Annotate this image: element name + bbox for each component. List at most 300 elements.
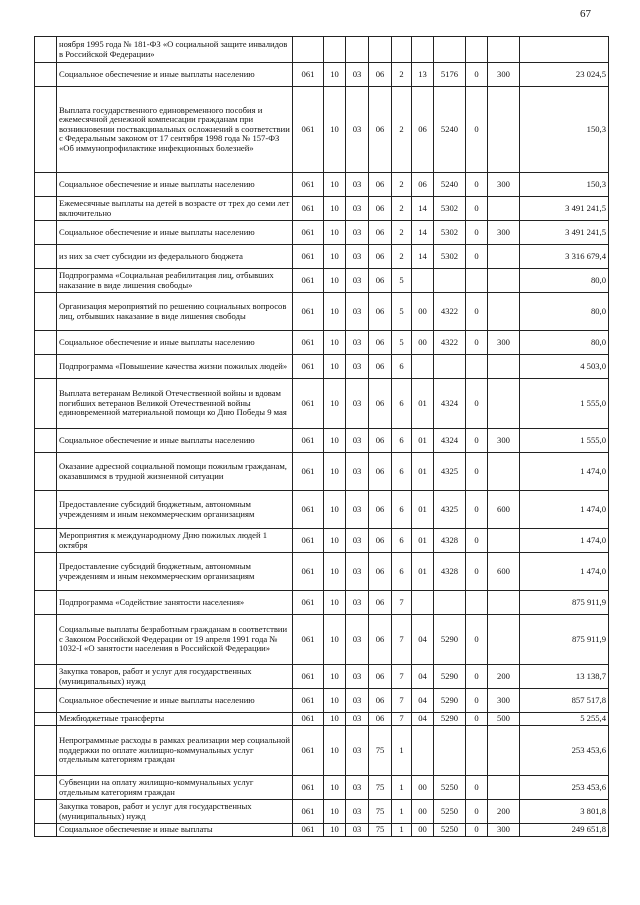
code-cell-main: 00: [412, 293, 434, 331]
code-cell-pr: 03: [346, 665, 369, 689]
code-cell-el: 0: [466, 87, 488, 173]
table-row: [35, 221, 609, 245]
code-cell-main: [412, 37, 434, 63]
code-cell-sub: 6: [392, 553, 412, 591]
amount-cell: 1 555,0: [520, 379, 609, 429]
code-cell-el: 0: [466, 824, 488, 837]
code-cell-vr: 300: [488, 221, 520, 245]
table-row: [35, 800, 609, 824]
code-cell-prog: 75: [369, 824, 392, 837]
code-cell-el: 0: [466, 173, 488, 197]
row-marker-cell: [35, 591, 57, 615]
code-cell-vr: 200: [488, 800, 520, 824]
code-cell-dir: [434, 591, 466, 615]
row-marker-cell: [35, 37, 57, 63]
code-cell-sub: 2: [392, 87, 412, 173]
code-cell-dir: 5176: [434, 63, 466, 87]
code-cell-dir: 5290: [434, 615, 466, 665]
row-marker-cell: [35, 665, 57, 689]
page-number: 67: [580, 8, 591, 20]
expense-name-cell: Социальное обеспечение и иные выплаты: [57, 824, 293, 837]
code-cell-grbs: 061: [293, 713, 324, 726]
code-cell-prog: [369, 37, 392, 63]
code-cell-pr: 03: [346, 615, 369, 665]
code-cell-main: [412, 269, 434, 293]
code-cell-pr: 03: [346, 529, 369, 553]
code-cell-rz: 10: [324, 173, 346, 197]
expense-name-cell: Межбюджетные трансферты: [57, 713, 293, 726]
row-marker-cell: [35, 245, 57, 269]
code-cell-sub: [392, 37, 412, 63]
code-cell-dir: 5240: [434, 173, 466, 197]
code-cell-rz: 10: [324, 665, 346, 689]
code-cell-rz: 10: [324, 689, 346, 713]
code-cell-el: 0: [466, 553, 488, 591]
row-marker-cell: [35, 491, 57, 529]
code-cell-el: 0: [466, 665, 488, 689]
code-cell-dir: 4325: [434, 453, 466, 491]
table-row: [35, 824, 609, 837]
code-cell-main: 00: [412, 800, 434, 824]
amount-cell: 4 503,0: [520, 355, 609, 379]
row-marker-cell: [35, 529, 57, 553]
code-cell-rz: 10: [324, 553, 346, 591]
code-cell-dir: 5250: [434, 800, 466, 824]
code-cell-dir: 5240: [434, 87, 466, 173]
code-cell-sub: 7: [392, 591, 412, 615]
expense-name-cell: Социальное обеспечение и иные выплаты населению: [57, 173, 293, 197]
code-cell-prog: 06: [369, 245, 392, 269]
code-cell-dir: 5250: [434, 776, 466, 800]
amount-cell: 80,0: [520, 293, 609, 331]
code-cell-dir: [434, 726, 466, 776]
code-cell-sub: 2: [392, 221, 412, 245]
code-cell-main: 14: [412, 197, 434, 221]
code-cell-el: 0: [466, 197, 488, 221]
code-cell-grbs: 061: [293, 269, 324, 293]
code-cell-prog: 06: [369, 331, 392, 355]
code-cell-sub: 6: [392, 355, 412, 379]
table-row: [35, 293, 609, 331]
code-cell-pr: 03: [346, 245, 369, 269]
code-cell-pr: 03: [346, 800, 369, 824]
code-cell-prog: 06: [369, 269, 392, 293]
code-cell-prog: 06: [369, 553, 392, 591]
code-cell-vr: [488, 355, 520, 379]
code-cell-dir: 5290: [434, 713, 466, 726]
code-cell-rz: 10: [324, 355, 346, 379]
amount-cell: 1 474,0: [520, 453, 609, 491]
row-marker-cell: [35, 824, 57, 837]
amount-cell: 3 801,8: [520, 800, 609, 824]
code-cell-prog: 06: [369, 221, 392, 245]
code-cell-pr: 03: [346, 726, 369, 776]
expense-name-cell: Предоставление субсидий бюджетным, автономным учреждениям и иным некоммерческим организациям: [57, 491, 293, 529]
code-cell-main: [412, 726, 434, 776]
code-cell-grbs: 061: [293, 87, 324, 173]
expense-name-cell: Социальное обеспечение и иные выплаты населению: [57, 331, 293, 355]
code-cell-pr: 03: [346, 269, 369, 293]
code-cell-pr: 03: [346, 553, 369, 591]
code-cell-rz: 10: [324, 293, 346, 331]
code-cell-vr: 300: [488, 63, 520, 87]
expense-name-cell: Подпрограмма «Социальная реабилитация лиц, отбывших наказание в виде лишения свободы»: [57, 269, 293, 293]
code-cell-prog: 06: [369, 453, 392, 491]
table-row: [35, 87, 609, 173]
amount-cell: 23 024,5: [520, 63, 609, 87]
code-cell-grbs: [293, 37, 324, 63]
table-row: [35, 197, 609, 221]
expense-name-cell: Выплата ветеранам Великой Отечественной войны и вдовам погибших ветеранов Великой Отечественной войны единовременной материальной помощи ко Дню Победы 9 мая: [57, 379, 293, 429]
code-cell-dir: 4328: [434, 529, 466, 553]
code-cell-grbs: 061: [293, 245, 324, 269]
code-cell-rz: 10: [324, 800, 346, 824]
code-cell-rz: 10: [324, 221, 346, 245]
table-row: [35, 63, 609, 87]
code-cell-pr: 03: [346, 221, 369, 245]
code-cell-pr: 03: [346, 776, 369, 800]
code-cell-grbs: 061: [293, 221, 324, 245]
code-cell-main: 01: [412, 553, 434, 591]
table-row: [35, 429, 609, 453]
amount-cell: 1 474,0: [520, 491, 609, 529]
code-cell-vr: [488, 453, 520, 491]
row-marker-cell: [35, 63, 57, 87]
code-cell-el: 0: [466, 221, 488, 245]
amount-cell: 3 316 679,4: [520, 245, 609, 269]
code-cell-prog: 75: [369, 726, 392, 776]
code-cell-rz: 10: [324, 63, 346, 87]
code-cell-rz: 10: [324, 453, 346, 491]
table-row: [35, 529, 609, 553]
code-cell-main: 00: [412, 331, 434, 355]
code-cell-rz: 10: [324, 591, 346, 615]
code-cell-grbs: 061: [293, 379, 324, 429]
code-cell-sub: 6: [392, 529, 412, 553]
code-cell-el: 0: [466, 331, 488, 355]
code-cell-vr: [488, 37, 520, 63]
code-cell-grbs: 061: [293, 197, 324, 221]
amount-cell: 1 474,0: [520, 529, 609, 553]
amount-cell: [520, 37, 609, 63]
amount-cell: 3 491 241,5: [520, 221, 609, 245]
code-cell-vr: [488, 379, 520, 429]
amount-cell: 150,3: [520, 87, 609, 173]
code-cell-rz: 10: [324, 713, 346, 726]
row-marker-cell: [35, 87, 57, 173]
code-cell-vr: 300: [488, 173, 520, 197]
amount-cell: 5 255,4: [520, 713, 609, 726]
code-cell-dir: 4322: [434, 331, 466, 355]
code-cell-pr: 03: [346, 355, 369, 379]
code-cell-el: [466, 355, 488, 379]
code-cell-rz: 10: [324, 491, 346, 529]
row-marker-cell: [35, 379, 57, 429]
code-cell-main: 04: [412, 713, 434, 726]
code-cell-grbs: 061: [293, 173, 324, 197]
amount-cell: 253 453,6: [520, 776, 609, 800]
code-cell-grbs: 061: [293, 591, 324, 615]
code-cell-el: 0: [466, 379, 488, 429]
code-cell-rz: 10: [324, 269, 346, 293]
code-cell-pr: 03: [346, 453, 369, 491]
row-marker-cell: [35, 173, 57, 197]
code-cell-prog: 06: [369, 379, 392, 429]
code-cell-vr: 600: [488, 553, 520, 591]
code-cell-dir: 5250: [434, 824, 466, 837]
code-cell-main: 14: [412, 245, 434, 269]
row-marker-cell: [35, 689, 57, 713]
code-cell-el: 0: [466, 453, 488, 491]
expense-name-cell: Социальное обеспечение и иные выплаты населению: [57, 429, 293, 453]
code-cell-sub: 5: [392, 331, 412, 355]
amount-cell: 249 651,8: [520, 824, 609, 837]
code-cell-sub: 6: [392, 379, 412, 429]
code-cell-vr: 300: [488, 689, 520, 713]
code-cell-main: 04: [412, 615, 434, 665]
code-cell-el: 0: [466, 713, 488, 726]
table-row: [35, 355, 609, 379]
code-cell-sub: 1: [392, 800, 412, 824]
code-cell-main: 04: [412, 665, 434, 689]
code-cell-prog: 06: [369, 429, 392, 453]
code-cell-rz: 10: [324, 615, 346, 665]
code-cell-dir: [434, 37, 466, 63]
row-marker-cell: [35, 429, 57, 453]
code-cell-prog: 75: [369, 776, 392, 800]
code-cell-prog: 06: [369, 615, 392, 665]
table-row: [35, 689, 609, 713]
expense-name-cell: Закупка товаров, работ и услуг для государственных (муниципальных) нужд: [57, 665, 293, 689]
code-cell-prog: 06: [369, 173, 392, 197]
code-cell-grbs: 061: [293, 355, 324, 379]
code-cell-vr: [488, 269, 520, 293]
code-cell-pr: 03: [346, 491, 369, 529]
code-cell-main: [412, 355, 434, 379]
code-cell-dir: 5290: [434, 689, 466, 713]
amount-cell: 1 474,0: [520, 553, 609, 591]
code-cell-dir: 4324: [434, 379, 466, 429]
code-cell-grbs: 061: [293, 63, 324, 87]
table-row: [35, 713, 609, 726]
code-cell-rz: 10: [324, 726, 346, 776]
budget-table: [34, 36, 609, 837]
code-cell-vr: 200: [488, 665, 520, 689]
code-cell-prog: 06: [369, 529, 392, 553]
expense-name-cell: Непрограммные расходы в рамках реализации мер социальной поддержки по оплате жилищно-коммунальных услуг отдельным категориям граждан: [57, 726, 293, 776]
code-cell-el: 0: [466, 776, 488, 800]
code-cell-dir: 4328: [434, 553, 466, 591]
code-cell-grbs: 061: [293, 491, 324, 529]
code-cell-main: 01: [412, 491, 434, 529]
code-cell-vr: [488, 529, 520, 553]
code-cell-el: 0: [466, 800, 488, 824]
row-marker-cell: [35, 726, 57, 776]
expense-name-cell: из них за счет субсидии из федерального бюджета: [57, 245, 293, 269]
amount-cell: 80,0: [520, 331, 609, 355]
code-cell-grbs: 061: [293, 293, 324, 331]
table-row: [35, 37, 609, 63]
code-cell-grbs: 061: [293, 800, 324, 824]
code-cell-rz: [324, 37, 346, 63]
code-cell-sub: 1: [392, 776, 412, 800]
row-marker-cell: [35, 713, 57, 726]
table-row: [35, 245, 609, 269]
row-marker-cell: [35, 221, 57, 245]
code-cell-sub: 7: [392, 615, 412, 665]
code-cell-vr: [488, 776, 520, 800]
code-cell-el: [466, 269, 488, 293]
code-cell-prog: 06: [369, 491, 392, 529]
code-cell-grbs: 061: [293, 615, 324, 665]
amount-cell: 80,0: [520, 269, 609, 293]
code-cell-el: 0: [466, 689, 488, 713]
expense-name-cell: Социальное обеспечение и иные выплаты населению: [57, 63, 293, 87]
code-cell-sub: 6: [392, 491, 412, 529]
row-marker-cell: [35, 453, 57, 491]
expense-name-cell: Социальное обеспечение и иные выплаты населению: [57, 689, 293, 713]
expense-name-cell: Субвенции на оплату жилищно-коммунальных услуг отдельным категориям граждан: [57, 776, 293, 800]
code-cell-sub: 6: [392, 453, 412, 491]
code-cell-vr: 300: [488, 331, 520, 355]
code-cell-rz: 10: [324, 331, 346, 355]
code-cell-sub: 5: [392, 269, 412, 293]
code-cell-vr: [488, 87, 520, 173]
code-cell-grbs: 061: [293, 824, 324, 837]
code-cell-prog: 06: [369, 197, 392, 221]
code-cell-sub: 1: [392, 824, 412, 837]
code-cell-pr: 03: [346, 591, 369, 615]
code-cell-main: 06: [412, 87, 434, 173]
code-cell-pr: 03: [346, 713, 369, 726]
amount-cell: 875 911,9: [520, 615, 609, 665]
table-row: [35, 665, 609, 689]
expense-name-cell: Оказание адресной социальной помощи пожилым гражданам, оказавшимся в трудной жизненной ситуации: [57, 453, 293, 491]
expense-name-cell: Выплата государственного единовременного пособия и ежемесячной денежной компенсации гражданам при возникновении поствакцинальных осложнений в соответствии с Федеральным законом от 17 сентября 1998 года № 157-ФЗ «Об иммунопрофилактике инфекционных болезней»: [57, 87, 293, 173]
code-cell-main: 14: [412, 221, 434, 245]
code-cell-prog: 06: [369, 689, 392, 713]
row-marker-cell: [35, 355, 57, 379]
code-cell-dir: 5302: [434, 245, 466, 269]
code-cell-prog: 75: [369, 800, 392, 824]
code-cell-sub: 5: [392, 293, 412, 331]
table-row: [35, 453, 609, 491]
code-cell-vr: 600: [488, 491, 520, 529]
expense-name-cell: Предоставление субсидий бюджетным, автономным учреждениям и иным некоммерческим организациям: [57, 553, 293, 591]
code-cell-grbs: 061: [293, 553, 324, 591]
code-cell-main: 01: [412, 453, 434, 491]
table-row: [35, 331, 609, 355]
row-marker-cell: [35, 293, 57, 331]
code-cell-sub: 7: [392, 689, 412, 713]
code-cell-rz: 10: [324, 245, 346, 269]
code-cell-dir: 4325: [434, 491, 466, 529]
code-cell-rz: 10: [324, 824, 346, 837]
code-cell-pr: 03: [346, 173, 369, 197]
row-marker-cell: [35, 331, 57, 355]
row-marker-cell: [35, 197, 57, 221]
code-cell-sub: 2: [392, 63, 412, 87]
code-cell-grbs: 061: [293, 453, 324, 491]
code-cell-dir: [434, 355, 466, 379]
row-marker-cell: [35, 776, 57, 800]
code-cell-dir: 4324: [434, 429, 466, 453]
code-cell-pr: 03: [346, 63, 369, 87]
code-cell-rz: 10: [324, 379, 346, 429]
code-cell-vr: 300: [488, 824, 520, 837]
code-cell-prog: 06: [369, 87, 392, 173]
expense-name-cell: Социальные выплаты безработным гражданам в соответствии с Законом Российской Федерации от 19 апреля 1991 года № 1032-I «О занятости населения в Российской Федерации»: [57, 615, 293, 665]
code-cell-grbs: 061: [293, 529, 324, 553]
expense-name-cell: Подпрограмма «Содействие занятости населения»: [57, 591, 293, 615]
code-cell-main: 00: [412, 776, 434, 800]
code-cell-pr: 03: [346, 331, 369, 355]
code-cell-grbs: 061: [293, 331, 324, 355]
code-cell-dir: 4322: [434, 293, 466, 331]
code-cell-el: 0: [466, 615, 488, 665]
code-cell-rz: 10: [324, 429, 346, 453]
code-cell-prog: 06: [369, 713, 392, 726]
code-cell-rz: 10: [324, 197, 346, 221]
row-marker-cell: [35, 615, 57, 665]
code-cell-dir: 5302: [434, 197, 466, 221]
code-cell-vr: [488, 591, 520, 615]
code-cell-grbs: 061: [293, 429, 324, 453]
table-row: [35, 379, 609, 429]
code-cell-el: 0: [466, 429, 488, 453]
code-cell-dir: 5302: [434, 221, 466, 245]
table-row: [35, 269, 609, 293]
code-cell-dir: 5290: [434, 665, 466, 689]
code-cell-vr: 300: [488, 429, 520, 453]
code-cell-main: 06: [412, 173, 434, 197]
row-marker-cell: [35, 800, 57, 824]
amount-cell: 875 911,9: [520, 591, 609, 615]
row-marker-cell: [35, 553, 57, 591]
table-row: [35, 491, 609, 529]
code-cell-el: 0: [466, 491, 488, 529]
code-cell-main: 00: [412, 824, 434, 837]
code-cell-vr: [488, 197, 520, 221]
code-cell-el: [466, 726, 488, 776]
code-cell-main: 13: [412, 63, 434, 87]
expense-name-cell: Социальное обеспечение и иные выплаты населению: [57, 221, 293, 245]
expense-name-cell: Организация мероприятий по решению социальных вопросов лиц, отбывших наказание в виде лишения свободы: [57, 293, 293, 331]
code-cell-prog: 06: [369, 63, 392, 87]
code-cell-prog: 06: [369, 665, 392, 689]
budget-table-body: [35, 37, 609, 837]
code-cell-el: [466, 591, 488, 615]
code-cell-grbs: 061: [293, 776, 324, 800]
code-cell-sub: 7: [392, 665, 412, 689]
code-cell-el: 0: [466, 245, 488, 269]
code-cell-vr: [488, 293, 520, 331]
code-cell-pr: 03: [346, 379, 369, 429]
code-cell-sub: 7: [392, 713, 412, 726]
code-cell-sub: 2: [392, 197, 412, 221]
code-cell-sub: 2: [392, 245, 412, 269]
expense-name-cell: ноября 1995 года № 181-ФЗ «О социальной защите инвалидов в Российской Федерации»: [57, 37, 293, 63]
code-cell-pr: 03: [346, 429, 369, 453]
code-cell-prog: 06: [369, 355, 392, 379]
table-row: [35, 553, 609, 591]
code-cell-el: 0: [466, 293, 488, 331]
code-cell-el: 0: [466, 529, 488, 553]
code-cell-pr: 03: [346, 824, 369, 837]
table-row: [35, 776, 609, 800]
code-cell-pr: [346, 37, 369, 63]
code-cell-pr: 03: [346, 689, 369, 713]
